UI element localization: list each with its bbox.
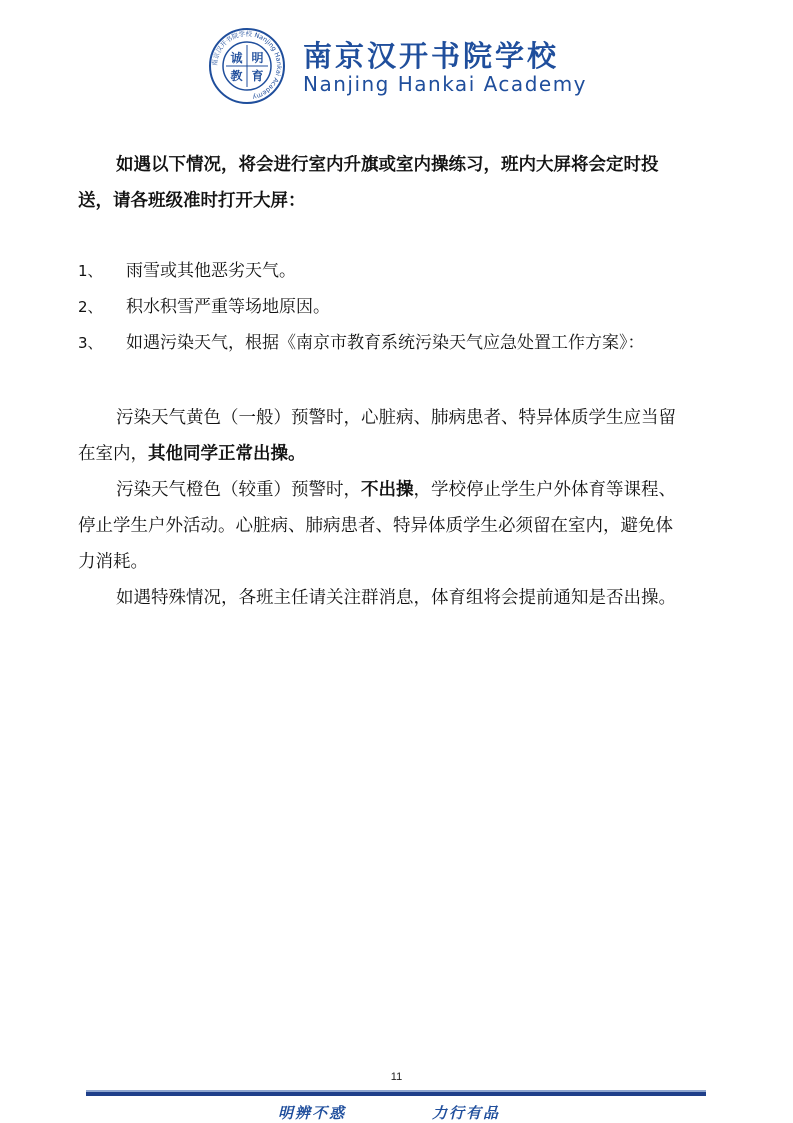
list-item-text: 雨雪或其他恶劣天气。 [126,261,296,281]
seal-char-2: 明 [251,51,264,65]
page-header [207,27,587,107]
orange-warning-emphasis: 不出操 [361,480,414,500]
intro-line-1: 如遇以下情况，将会进行室内升旗或室内操练习，班内大屏将会定时投 [116,155,659,175]
seal-ring-text: 南京汉开书院学校 Nanjing Hankai Academy [210,29,284,102]
list-item [78,253,718,289]
list-item-number: 3、 [78,334,103,352]
yellow-warning-line-1: 污染天气黄色（一般）预警时，心脏病、肺病患者、特异体质学生应当留 [116,408,676,428]
intro-line-2: 送，请各班级准时打开大屏： [78,191,306,211]
special-case-paragraph: 如遇特殊情况，各班主任请关注群消息，体育组将会提前通知是否出操。 [116,588,676,608]
orange-warning-prefix: 污染天气橙色（较重）预警时， [116,480,361,500]
yellow-warning-prefix: 在室内， [78,444,148,464]
footer-motto-left: 明辨不惑 [278,1104,347,1122]
orange-warning-line-2: 停止学生户外活动。心脏病、肺病患者、特异体质学生必须留在室内，避免体 [78,516,673,536]
school-seal-logo [207,27,287,105]
seal-char-1: 诚 [230,51,243,65]
orange-warning-line-1 [116,472,676,508]
footer-motto-right: 力行有品 [432,1104,501,1122]
yellow-warning-emphasis: 其他同学正常出操。 [148,444,306,464]
seal-char-4: 育 [251,69,264,83]
yellow-warning-line-2 [78,436,306,472]
orange-warning-suffix: ，学校停止学生户外体育等课程、 [413,480,676,500]
seal-char-3: 教 [230,69,243,83]
list-item [78,289,718,325]
list-item-text: 积水积雪严重等场地原因。 [126,297,330,317]
list-item-number: 1、 [78,262,103,280]
orange-warning-line-3: 力消耗。 [78,552,148,572]
school-name-english: Nanjing Hankai Academy [303,72,588,96]
page-number: 11 [390,1071,403,1083]
school-name-chinese: 南京汉开书院学校 [303,39,560,73]
list-item-text: 如遇污染天气，根据《南京市教育系统污染天气应急处置工作方案》： [126,333,645,353]
list-item-number: 2、 [78,298,103,316]
list-item [78,325,718,361]
footer-divider [86,1090,706,1096]
